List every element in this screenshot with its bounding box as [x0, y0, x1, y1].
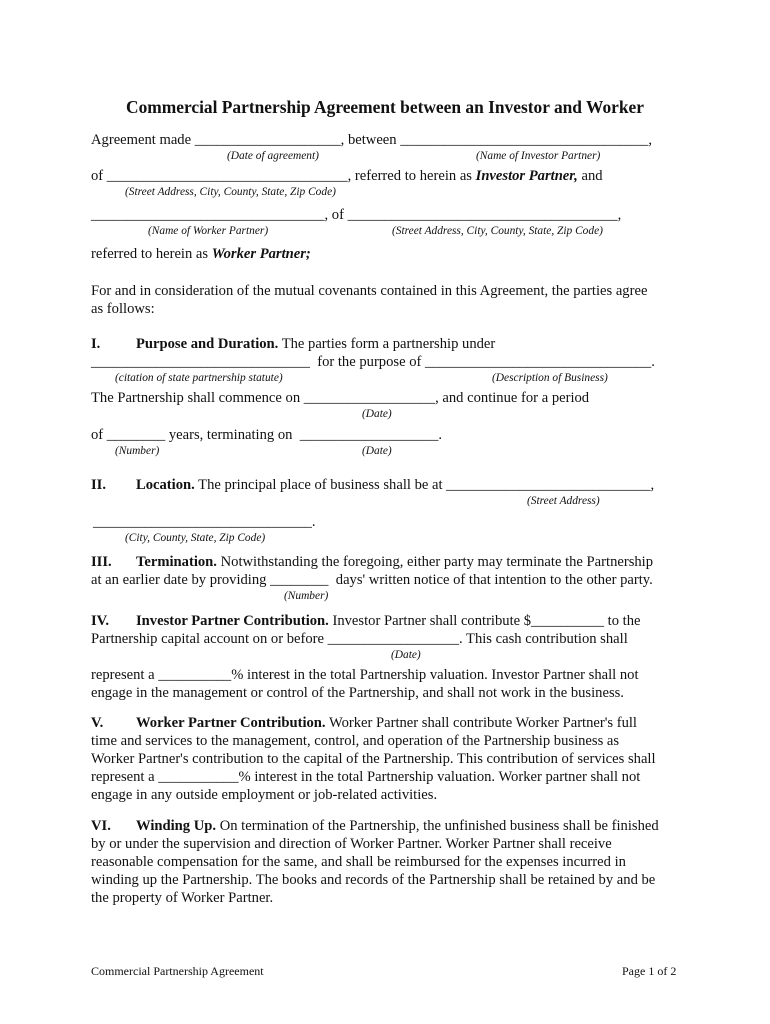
section-4-line-4: engage in the management or control of the Partnership, and shall not work in the business. — [91, 685, 624, 701]
section-1-line-2: ______________________________ for the purpose of _______________________________. — [91, 354, 655, 370]
caption-years-number: (Number) — [115, 445, 160, 457]
section-2-number: II. — [91, 477, 107, 493]
parties-line-1: Agreement made ____________________, between __________________________________, — [91, 132, 652, 148]
section-1-line-3: The Partnership shall commence on __________________, and continue for a period — [91, 390, 590, 406]
caption-notice-days: (Number) — [284, 590, 329, 602]
recital-line-1: For and in consideration of the mutual covenants contained in this Agreement, the parties agree — [91, 283, 648, 299]
section-2-heading: Location. — [136, 477, 195, 493]
caption-business: (Description of Business) — [492, 372, 608, 384]
caption-date-of-agreement: (Date of agreement) — [227, 150, 319, 162]
section-4-line-1: Investor Partner Contribution. Investor Partner shall contribute $__________ to the — [136, 613, 641, 629]
caption-commence-date: (Date) — [362, 408, 392, 420]
caption-termination-date: (Date) — [362, 445, 392, 457]
caption-worker-name: (Name of Worker Partner) — [148, 225, 269, 237]
section-6-heading: Winding Up. — [136, 818, 217, 834]
parties-line-2: of _________________________________, referred to herein as Investor Partner, and — [91, 168, 603, 184]
section-5-number: V. — [91, 715, 104, 731]
document-title: Commercial Partnership Agreement between an Investor and Worker — [126, 97, 644, 117]
section-6-line-1: Winding Up. On termination of the Partnership, the unfinished business shall be finished — [136, 818, 659, 834]
section-3-number: III. — [91, 554, 112, 570]
section-5-heading: Worker Partner Contribution. — [136, 715, 326, 731]
section-3-line-1: Termination. Notwithstanding the foregoing, either party may terminate the Partnership — [136, 554, 654, 570]
parties-line-3: ________________________________, of _____________________________________, — [91, 207, 622, 223]
section-5-line-2: time and services to the management, control, and operation of the Partnership business as — [91, 733, 620, 749]
caption-worker-address: (Street Address, City, County, State, Zip Code) — [392, 225, 603, 237]
investor-partner-term: Investor Partner, — [475, 168, 578, 184]
section-2-line-2: ______________________________. — [93, 514, 316, 530]
section-1-heading: Purpose and Duration. — [136, 336, 279, 352]
section-2-line-1: Location. The principal place of business shall be at ____________________________, — [136, 477, 655, 493]
page-number: Page 1 of 2 — [622, 964, 677, 978]
section-4-line-3: represent a __________% interest in the total Partnership valuation. Investor Partner shall not — [91, 667, 639, 683]
caption-street-address: (Street Address) — [527, 495, 600, 507]
section-5-line-1: Worker Partner Contribution. Worker Partner shall contribute Worker Partner's full — [136, 715, 637, 731]
section-5-line-3: Worker Partner's contribution to the capital of the Partnership. This contribution of services shall — [91, 751, 656, 767]
section-6-line-3: reasonable compensation for the same, and shall be reimbursed for the expenses incurred in — [91, 854, 626, 870]
section-3-heading: Termination. — [136, 554, 217, 570]
section-6-number: VI. — [91, 818, 111, 834]
parties-line-4: referred to herein as Worker Partner; — [91, 246, 311, 262]
section-6-line-5: the property of Worker Partner. — [91, 890, 274, 906]
section-3-line-2: at an earlier date by providing ________ days' written notice of that intention to the other party. — [91, 572, 653, 588]
section-4-heading: Investor Partner Contribution. — [136, 613, 329, 629]
caption-city-county: (City, County, State, Zip Code) — [125, 532, 266, 544]
section-6-line-2: by or under the supervision and direction of Worker Partner. Worker Partner shall receive — [91, 836, 612, 852]
section-4-number: IV. — [91, 613, 109, 629]
section-4-line-2: Partnership capital account on or before __________________. This cash contribution shall — [91, 631, 628, 647]
caption-statute: (citation of state partnership statute) — [115, 372, 283, 384]
section-6-line-4: winding up the Partnership. The books and records of the Partnership shall be retained by and be — [91, 872, 656, 888]
section-1-line-4: of ________ years, terminating on ___________________. — [91, 427, 443, 443]
section-5-line-5: engage in any outside employment or job-related activities. — [91, 787, 438, 803]
section-1-line-1: Purpose and Duration. The parties form a partnership under — [136, 336, 496, 352]
section-1-number: I. — [91, 336, 101, 352]
worker-partner-term: Worker Partner; — [211, 246, 311, 262]
caption-contribution-date: (Date) — [391, 649, 421, 661]
footer-title: Commercial Partnership Agreement — [91, 964, 264, 978]
recital-line-2: as follows: — [91, 301, 155, 317]
caption-investor-address: (Street Address, City, County, State, Zip Code) — [125, 186, 336, 198]
caption-investor-name: (Name of Investor Partner) — [476, 150, 601, 162]
section-5-line-4: represent a ___________% interest in the total Partnership valuation. Worker partner shall not — [91, 769, 641, 785]
